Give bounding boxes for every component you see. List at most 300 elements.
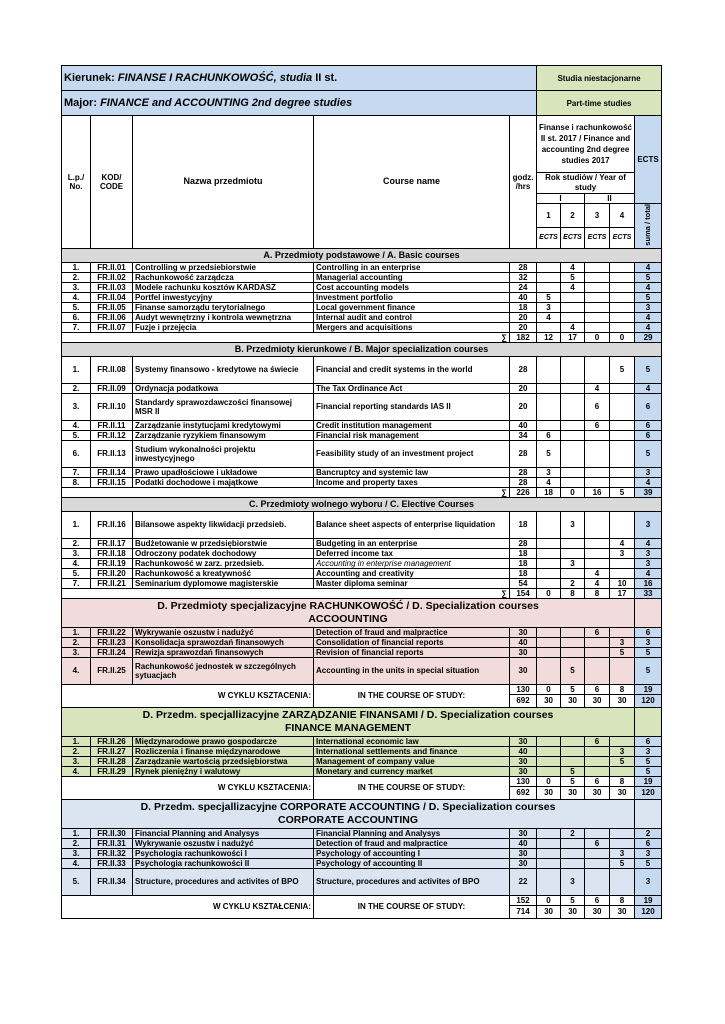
specialization-title-spacer xyxy=(635,598,662,627)
course-hrs: 30 xyxy=(510,647,537,657)
course-ects-total: 5 xyxy=(635,858,662,868)
course-no: 4. xyxy=(62,420,91,430)
course-ects-s2 xyxy=(561,848,585,858)
cycle-sum1-s2: 5 xyxy=(561,776,585,786)
cycle-sum2-s3: 30 xyxy=(585,905,610,918)
course-ects-s4 xyxy=(610,292,635,302)
course-ects-total: 3 xyxy=(635,548,662,558)
course-ects-s1 xyxy=(537,272,561,282)
course-ects-total: 4 xyxy=(635,312,662,322)
course-name-en: Financial reporting standards IAS II xyxy=(314,393,510,420)
course-ects-total: 5 xyxy=(635,766,662,776)
course-ects-total: 6 xyxy=(635,838,662,848)
course-name-en: Accounting in the units in special situation xyxy=(314,657,510,684)
course-ects-s2: 5 xyxy=(561,766,585,776)
course-ects-s4 xyxy=(610,302,635,312)
course-ects-total: 6 xyxy=(635,627,662,637)
course-ects-s1 xyxy=(537,838,561,848)
course-name-en: Credit institution management xyxy=(314,420,510,430)
kierunek-prefix: Kierunek: xyxy=(64,71,118,84)
cycle-sum2-s1: 30 xyxy=(537,786,561,799)
course-no: 1. xyxy=(62,356,91,383)
course-ects-s3 xyxy=(585,538,610,548)
col-course: Course name xyxy=(314,116,510,249)
col-kod: KOD/ CODE xyxy=(91,116,133,249)
course-no: 3. xyxy=(62,393,91,420)
course-ects-s1 xyxy=(537,356,561,383)
course-hrs: 18 xyxy=(510,511,537,538)
course-ects-s2 xyxy=(561,356,585,383)
section-title: C. Przedmioty wolnego wyboru / C. Elective Courses xyxy=(62,497,662,511)
cycle-sum2-s1: 30 xyxy=(537,905,561,918)
col-sem2: 2 xyxy=(561,204,585,228)
course-row xyxy=(62,302,662,312)
course-code: FR.II.01 xyxy=(91,262,133,272)
total-s2: 0 xyxy=(561,487,585,497)
col-sem4: 4 xyxy=(610,204,635,228)
cycle-sum2-s4: 30 xyxy=(610,694,635,707)
course-code: FR.II.32 xyxy=(91,848,133,858)
course-ects-s4 xyxy=(610,838,635,848)
course-name-en: Management of company value xyxy=(314,756,510,766)
course-ects-s1 xyxy=(537,756,561,766)
course-row xyxy=(62,848,662,858)
course-ects-s4: 3 xyxy=(610,848,635,858)
cycle-label-pl: W CYKLU KSZTACENIA: xyxy=(62,684,314,707)
course-name-pl: Rewizja sprawozdań finansowych xyxy=(133,647,314,657)
course-ects-s4 xyxy=(610,657,635,684)
col-ects-label: ECTS xyxy=(537,227,561,248)
course-ects-s2 xyxy=(561,477,585,487)
course-row xyxy=(62,868,662,895)
course-ects-total: 4 xyxy=(635,477,662,487)
course-ects-s2 xyxy=(561,467,585,477)
total-s3: 8 xyxy=(585,588,610,598)
course-ects-s3 xyxy=(585,746,610,756)
course-name-en: Accounting in enterprise management xyxy=(314,558,510,568)
course-name-en: Financial risk management xyxy=(314,430,510,440)
course-row xyxy=(62,312,662,322)
course-hrs: 28 xyxy=(510,356,537,383)
cycle-sum-row xyxy=(62,776,662,786)
major-prefix: Major: xyxy=(64,96,101,109)
section-header-row xyxy=(62,342,662,356)
course-ects-s4 xyxy=(610,383,635,393)
total-ects: 33 xyxy=(635,588,662,598)
course-ects-total: 3 xyxy=(635,467,662,477)
course-no: 5. xyxy=(62,430,91,440)
course-no: 1. xyxy=(62,511,91,538)
course-name-en: Balance sheet aspects of enterprise liquidation xyxy=(314,511,510,538)
course-ects-s3 xyxy=(585,647,610,657)
course-ects-s2: 2 xyxy=(561,578,585,588)
course-ects-s1 xyxy=(537,322,561,332)
course-name-pl: Structure, procedures and activites of BPO xyxy=(133,868,314,895)
course-name-en: Feasibility study of an investment project xyxy=(314,440,510,467)
course-ects-s3: 6 xyxy=(585,627,610,637)
course-ects-s2 xyxy=(561,756,585,766)
course-ects-s3 xyxy=(585,282,610,292)
course-ects-s1 xyxy=(537,578,561,588)
course-no: 4. xyxy=(62,858,91,868)
course-ects-s3 xyxy=(585,858,610,868)
course-ects-s2 xyxy=(561,736,585,746)
course-name-pl: Audyt wewnętrzny i kontrola wewnętrzna xyxy=(133,312,314,322)
course-ects-s3 xyxy=(585,637,610,647)
course-no: 7. xyxy=(62,578,91,588)
course-ects-s2 xyxy=(561,627,585,637)
course-ects-s1 xyxy=(537,568,561,578)
course-no: 5. xyxy=(62,302,91,312)
course-name-pl: Controlling w przedsiebiorstwie xyxy=(133,262,314,272)
major-header-row xyxy=(62,91,662,116)
cycle-sum1-hrs: 152 xyxy=(510,895,537,905)
course-ects-s3 xyxy=(585,477,610,487)
cycle-sum1-s4: 8 xyxy=(610,776,635,786)
course-ects-s2: 3 xyxy=(561,511,585,538)
course-ects-s3 xyxy=(585,322,610,332)
course-hrs: 30 xyxy=(510,858,537,868)
course-name-en: Financial and credit systems in the world xyxy=(314,356,510,383)
cycle-sum1-s3: 6 xyxy=(585,776,610,786)
course-ects-s3 xyxy=(585,548,610,558)
course-name-en: International economic law xyxy=(314,736,510,746)
course-row xyxy=(62,383,662,393)
course-hrs: 20 xyxy=(510,383,537,393)
course-ects-total: 5 xyxy=(635,292,662,302)
cycle-sum2-s2: 30 xyxy=(561,786,585,799)
course-name-pl: Finanse samorządu terytorialnego xyxy=(133,302,314,312)
course-hrs: 30 xyxy=(510,848,537,858)
course-row xyxy=(62,538,662,548)
course-name-pl: Zarządzanie ryzykiem finansowym xyxy=(133,430,314,440)
course-row xyxy=(62,736,662,746)
mode-pl: Studia niestacjonarne xyxy=(537,66,662,91)
cycle-sum1-s3: 6 xyxy=(585,895,610,905)
course-row xyxy=(62,262,662,272)
course-row xyxy=(62,322,662,332)
cycle-sum1-hrs: 130 xyxy=(510,776,537,786)
course-hrs: 30 xyxy=(510,766,537,776)
course-ects-total: 3 xyxy=(635,637,662,647)
course-ects-total: 5 xyxy=(635,647,662,657)
total-hrs: 154 xyxy=(510,588,537,598)
course-ects-s1: 5 xyxy=(537,440,561,467)
course-ects-s4 xyxy=(610,558,635,568)
cycle-sum1-s2: 5 xyxy=(561,895,585,905)
course-ects-s1 xyxy=(537,511,561,538)
course-ects-s2: 4 xyxy=(561,282,585,292)
course-ects-s1 xyxy=(537,848,561,858)
course-ects-total: 6 xyxy=(635,420,662,430)
course-row xyxy=(62,430,662,440)
course-name-pl: Konsolidacja sprawozdań finansowych xyxy=(133,637,314,647)
course-ects-s2 xyxy=(561,440,585,467)
total-hrs: 226 xyxy=(510,487,537,497)
course-no: 6. xyxy=(62,440,91,467)
course-ects-s1 xyxy=(537,420,561,430)
specialization-title-spacer xyxy=(635,799,662,828)
col-hrs: godz. /hrs xyxy=(510,116,537,249)
cycle-sum2-s2: 30 xyxy=(561,694,585,707)
course-hrs: 32 xyxy=(510,272,537,282)
course-code: FR.II.25 xyxy=(91,657,133,684)
cycle-label-pl: W CYKLU KSZTACENIA: xyxy=(62,776,314,799)
course-name-pl: Rachunkowość zarządcza xyxy=(133,272,314,282)
course-name-en: The Tax Ordinance Act xyxy=(314,383,510,393)
course-name-en: Internal audit and control xyxy=(314,312,510,322)
course-ects-s1 xyxy=(537,393,561,420)
cycle-sum2-s3: 30 xyxy=(585,694,610,707)
cycle-sum1-s4: 8 xyxy=(610,895,635,905)
course-ects-s4 xyxy=(610,736,635,746)
course-name-en: Psychology of accounting I xyxy=(314,848,510,858)
cycle-sum-row xyxy=(62,895,662,905)
col-year2: II xyxy=(585,194,635,204)
course-code: FR.II.20 xyxy=(91,568,133,578)
course-name-pl: Rozliczenia i finanse międzynarodowe xyxy=(133,746,314,756)
course-code: FR.II.03 xyxy=(91,282,133,292)
course-ects-s1 xyxy=(537,383,561,393)
course-ects-s2 xyxy=(561,548,585,558)
course-no: 2. xyxy=(62,538,91,548)
course-name-pl: Zarządzanie instytucjami kredytowymi xyxy=(133,420,314,430)
course-no: 3. xyxy=(62,647,91,657)
course-ects-s3 xyxy=(585,558,610,568)
section-total-row xyxy=(62,332,662,342)
course-ects-s3 xyxy=(585,356,610,383)
course-hrs: 20 xyxy=(510,312,537,322)
curriculum-sheet xyxy=(61,65,661,919)
course-ects-s4 xyxy=(610,440,635,467)
course-hrs: 30 xyxy=(510,756,537,766)
course-ects-total: 5 xyxy=(635,756,662,766)
course-hrs: 40 xyxy=(510,637,537,647)
cycle-sum1-hrs: 130 xyxy=(510,684,537,694)
course-ects-s1 xyxy=(537,282,561,292)
course-name-en: Detection of fraud and malpractice xyxy=(314,627,510,637)
course-ects-s2: 2 xyxy=(561,828,585,838)
course-ects-s4 xyxy=(610,312,635,322)
course-ects-s4: 10 xyxy=(610,578,635,588)
course-row xyxy=(62,511,662,538)
course-ects-total: 3 xyxy=(635,868,662,895)
course-ects-s4 xyxy=(610,282,635,292)
course-ects-s2 xyxy=(561,568,585,578)
course-row xyxy=(62,393,662,420)
course-ects-s2 xyxy=(561,430,585,440)
course-name-pl: Standardy sprawozdawczości finansowej MSR II xyxy=(133,393,314,420)
course-no: 8. xyxy=(62,477,91,487)
course-ects-s1 xyxy=(537,548,561,558)
course-ects-total: 4 xyxy=(635,322,662,332)
course-ects-s1 xyxy=(537,262,561,272)
course-name-pl: Psychologia rachunkowości II xyxy=(133,858,314,868)
course-ects-s2 xyxy=(561,393,585,420)
cycle-sum2-hrs: 692 xyxy=(510,786,537,799)
course-code: FR.II.30 xyxy=(91,828,133,838)
course-no: 7. xyxy=(62,467,91,477)
column-header-row xyxy=(62,116,662,173)
cycle-sum1-s3: 6 xyxy=(585,684,610,694)
course-name-en: Budgeting in an enterprise xyxy=(314,538,510,548)
section-title: B. Przedmioty kierunkowe / B. Major specialization courses xyxy=(62,342,662,356)
course-name-pl: Odroczony podatek dochodowy xyxy=(133,548,314,558)
cycle-sum2-ects: 120 xyxy=(635,905,662,918)
course-ects-s3 xyxy=(585,657,610,684)
col-nazwa: Nazwa przedmiotu xyxy=(133,116,314,249)
course-ects-s1 xyxy=(537,657,561,684)
course-no: 3. xyxy=(62,282,91,292)
course-code: FR.II.31 xyxy=(91,838,133,848)
course-hrs: 30 xyxy=(510,736,537,746)
course-no: 2. xyxy=(62,637,91,647)
course-code: FR.II.14 xyxy=(91,467,133,477)
course-hrs: 40 xyxy=(510,746,537,756)
course-name-pl: Studium wykonalności projektu inwestycyjnego xyxy=(133,440,314,467)
course-name-pl: Fuzje i przejęcia xyxy=(133,322,314,332)
course-code: FR.II.23 xyxy=(91,637,133,647)
course-no: 2. xyxy=(62,746,91,756)
cycle-sum2-ects: 120 xyxy=(635,786,662,799)
course-code: FR.II.10 xyxy=(91,393,133,420)
course-no: 7. xyxy=(62,322,91,332)
course-name-en: Master diploma seminar xyxy=(314,578,510,588)
cycle-sum1-ects: 19 xyxy=(635,776,662,786)
course-row xyxy=(62,657,662,684)
course-ects-s4 xyxy=(610,262,635,272)
course-name-en: Monetary and currency market xyxy=(314,766,510,776)
course-name-pl: Systemy finansowo - kredytowe na świecie xyxy=(133,356,314,383)
course-name-pl: Międzynarodowe prawo gospodarcze xyxy=(133,736,314,746)
col-sum-total xyxy=(635,204,662,249)
course-ects-s1 xyxy=(537,868,561,895)
course-ects-total: 5 xyxy=(635,440,662,467)
course-ects-s2 xyxy=(561,383,585,393)
course-ects-total: 3 xyxy=(635,511,662,538)
course-ects-s4 xyxy=(610,420,635,430)
total-s4: 0 xyxy=(610,332,635,342)
kierunek-name: FINANSE I RACHUNKOWOŚĆ, studia xyxy=(117,71,316,84)
course-no: 4. xyxy=(62,657,91,684)
section-title: A. Przedmioty podstawowe / A. Basic courses xyxy=(62,248,662,262)
course-name-pl: Wykrywanie oszustw i nadużyć xyxy=(133,627,314,637)
course-ects-s2 xyxy=(561,302,585,312)
course-ects-s3: 6 xyxy=(585,420,610,430)
course-code: FR.II.33 xyxy=(91,858,133,868)
cycle-sum2-s2: 30 xyxy=(561,905,585,918)
course-code: FR.II.18 xyxy=(91,548,133,558)
course-ects-total: 3 xyxy=(635,746,662,756)
course-ects-s3: 6 xyxy=(585,393,610,420)
specialization-title-line1: D. Przedmioty specjalizacyjne RACHUNKOWOŚĆ / D. Specialization courses xyxy=(157,599,539,612)
total-s4: 5 xyxy=(610,487,635,497)
total-sigma: ∑ xyxy=(62,487,510,497)
total-sigma: ∑ xyxy=(62,332,510,342)
total-ects: 29 xyxy=(635,332,662,342)
course-name-en: Detection of fraud and malpractice xyxy=(314,838,510,848)
course-no: 3. xyxy=(62,548,91,558)
cycle-sum2-hrs: 692 xyxy=(510,694,537,707)
course-hrs: 54 xyxy=(510,578,537,588)
course-name-en: Accounting and creativity xyxy=(314,568,510,578)
course-name-en: Consolidation of financial reports xyxy=(314,637,510,647)
course-hrs: 18 xyxy=(510,568,537,578)
course-name-en: Controlling in an enterprise xyxy=(314,262,510,272)
course-hrs: 18 xyxy=(510,558,537,568)
specialization-title-spacer xyxy=(635,707,662,736)
course-hrs: 40 xyxy=(510,838,537,848)
cycle-sum1-s1: 0 xyxy=(537,776,561,786)
course-row xyxy=(62,647,662,657)
course-ects-s3 xyxy=(585,302,610,312)
cycle-sum1-s4: 8 xyxy=(610,684,635,694)
specialization-header-row xyxy=(62,707,662,736)
course-code: FR.II.12 xyxy=(91,430,133,440)
course-ects-s2 xyxy=(561,420,585,430)
course-ects-s3 xyxy=(585,312,610,322)
course-name-en: Cost accounting models xyxy=(314,282,510,292)
course-no: 5. xyxy=(62,868,91,895)
course-ects-s4 xyxy=(610,393,635,420)
course-name-pl: Rachunkowość a kreatywność xyxy=(133,568,314,578)
total-s3: 0 xyxy=(585,332,610,342)
kierunek-title xyxy=(62,66,537,91)
course-ects-total: 5 xyxy=(635,657,662,684)
col-sem3: 3 xyxy=(585,204,610,228)
course-ects-s1: 6 xyxy=(537,430,561,440)
total-s4: 17 xyxy=(610,588,635,598)
course-ects-s3 xyxy=(585,430,610,440)
course-code: FR.II.16 xyxy=(91,511,133,538)
course-name-pl: Podatki dochodowe i majątkowe xyxy=(133,477,314,487)
specialization-header-row xyxy=(62,598,662,627)
course-code: FR.II.34 xyxy=(91,868,133,895)
course-ects-s2 xyxy=(561,746,585,756)
cycle-label-en: IN THE COURSE OF STUDY: xyxy=(314,684,510,707)
course-ects-s2: 3 xyxy=(561,868,585,895)
course-name-pl: Rachunkowość w zarz. przedsieb. xyxy=(133,558,314,568)
course-name-pl: Rynek pieniężny i walutowy xyxy=(133,766,314,776)
course-ects-s3: 4 xyxy=(585,578,610,588)
course-row xyxy=(62,477,662,487)
specialization-title-line2: ACCOOUNTING xyxy=(308,612,388,625)
course-hrs: 20 xyxy=(510,322,537,332)
cycle-sum1-s2: 5 xyxy=(561,684,585,694)
course-ects-s1 xyxy=(537,538,561,548)
course-code: FR.II.15 xyxy=(91,477,133,487)
course-ects-total: 5 xyxy=(635,272,662,282)
col-year1: I xyxy=(537,194,585,204)
course-ects-s2: 5 xyxy=(561,657,585,684)
course-ects-s4 xyxy=(610,430,635,440)
course-code: FR.II.06 xyxy=(91,312,133,322)
course-ects-total: 5 xyxy=(635,356,662,383)
course-row xyxy=(62,356,662,383)
course-code: FR.II.09 xyxy=(91,383,133,393)
course-name-en: Bancruptcy and systemic law xyxy=(314,467,510,477)
course-ects-total: 6 xyxy=(635,736,662,746)
course-ects-s2: 3 xyxy=(561,558,585,568)
major-title xyxy=(62,91,537,116)
course-ects-s1 xyxy=(537,746,561,756)
course-name-en: Structure, procedures and activites of BPO xyxy=(314,868,510,895)
course-ects-s1: 4 xyxy=(537,477,561,487)
course-row xyxy=(62,858,662,868)
specialization-title-line1: D. Przedm. specjallizacyjne CORPORATE ACCOUNTING / D. Specialization courses xyxy=(140,800,556,813)
col-lp: L.p./ No. xyxy=(62,116,91,249)
course-ects-s4: 4 xyxy=(610,538,635,548)
